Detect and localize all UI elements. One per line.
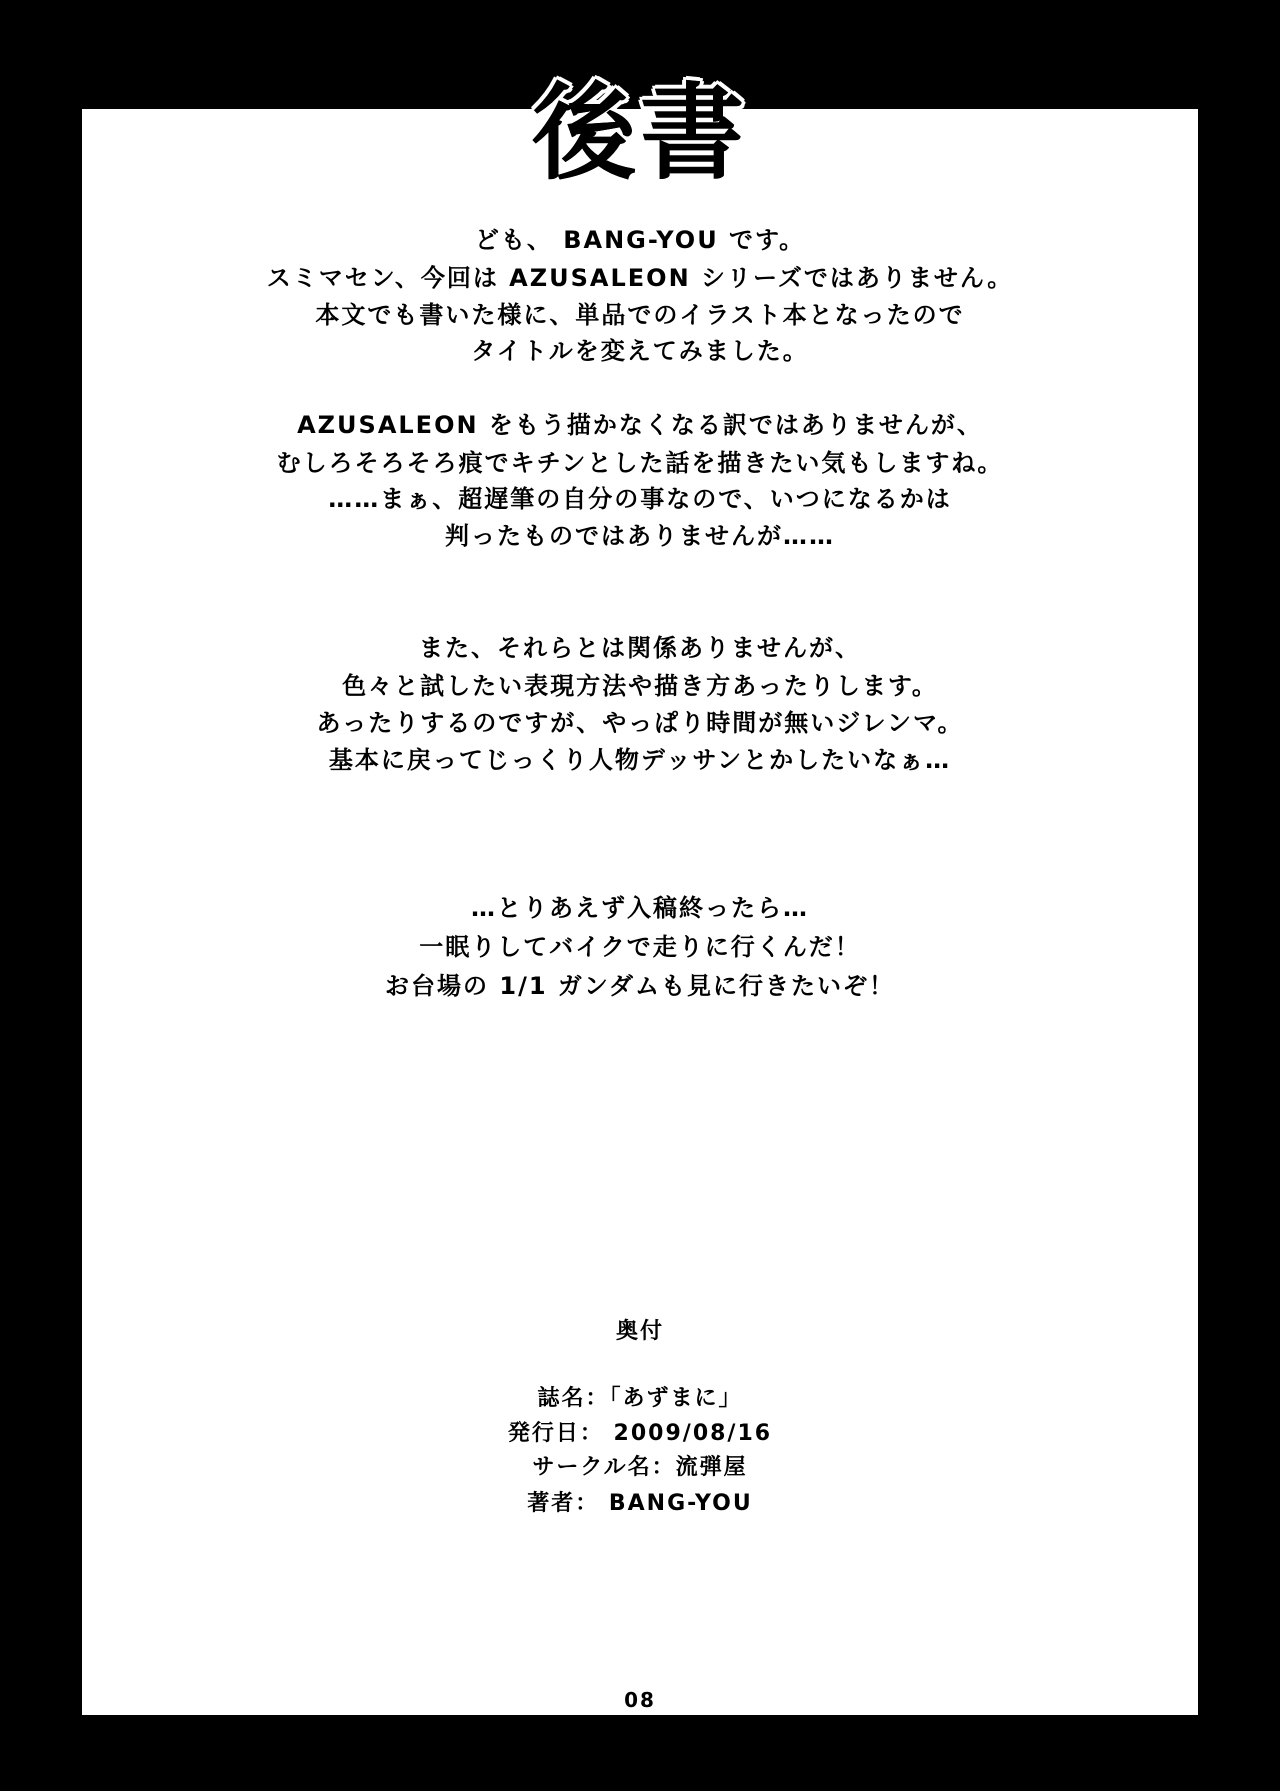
text-line: あったりするのですが、やっぱり時間が無いジレンマ。	[316, 709, 964, 737]
text-line: また、それらとは関係ありませんが、	[419, 634, 861, 662]
colophon-line: 著者： BANG-YOU	[527, 1491, 753, 1516]
text-line: タイトルを変えてみました。	[471, 337, 809, 365]
colophon-line: 誌名：「あずまに」	[537, 1386, 743, 1411]
text-line: むしろそろそろ痕でキチンとした話を描きたい気もしますね。	[276, 449, 1004, 477]
text-line: スミマセン、今回は AZUSALEON シリーズではありません。	[266, 264, 1014, 292]
text-line: …とりあえず入稿終ったら…	[471, 894, 809, 922]
text-line: ……まぁ、超遅筆の自分の事なので、いつになるかは	[328, 485, 952, 513]
text-line: AZUSALEON をもう描かなくなる訳ではありませんが、	[297, 411, 983, 439]
text-line: 一眠りしてバイクで走りに行くんだ！	[419, 933, 861, 961]
colophon-heading: 奥付	[615, 1319, 664, 1344]
page-number: 08	[624, 1688, 656, 1712]
text-line: お台場の 1/1 ガンダムも見に行きたいぞ！	[385, 972, 895, 1000]
text-line: ども、 BANG-YOU です。	[474, 226, 806, 254]
text-line: 色々と試したい表現方法や描き方あったりします。	[342, 672, 938, 700]
page-title: 後書	[531, 71, 748, 194]
text-line: 基本に戻ってじっくり人物デッサンとかしたいなぁ…	[328, 746, 952, 774]
text-line: 判ったものではありませんが……	[445, 522, 835, 550]
colophon-line: 発行日： 2009/08/16	[507, 1421, 773, 1446]
colophon-line: サークル名：流弾屋	[532, 1455, 748, 1480]
text-line: 本文でも書いた様に、単品でのイラスト本となったので	[315, 301, 965, 329]
